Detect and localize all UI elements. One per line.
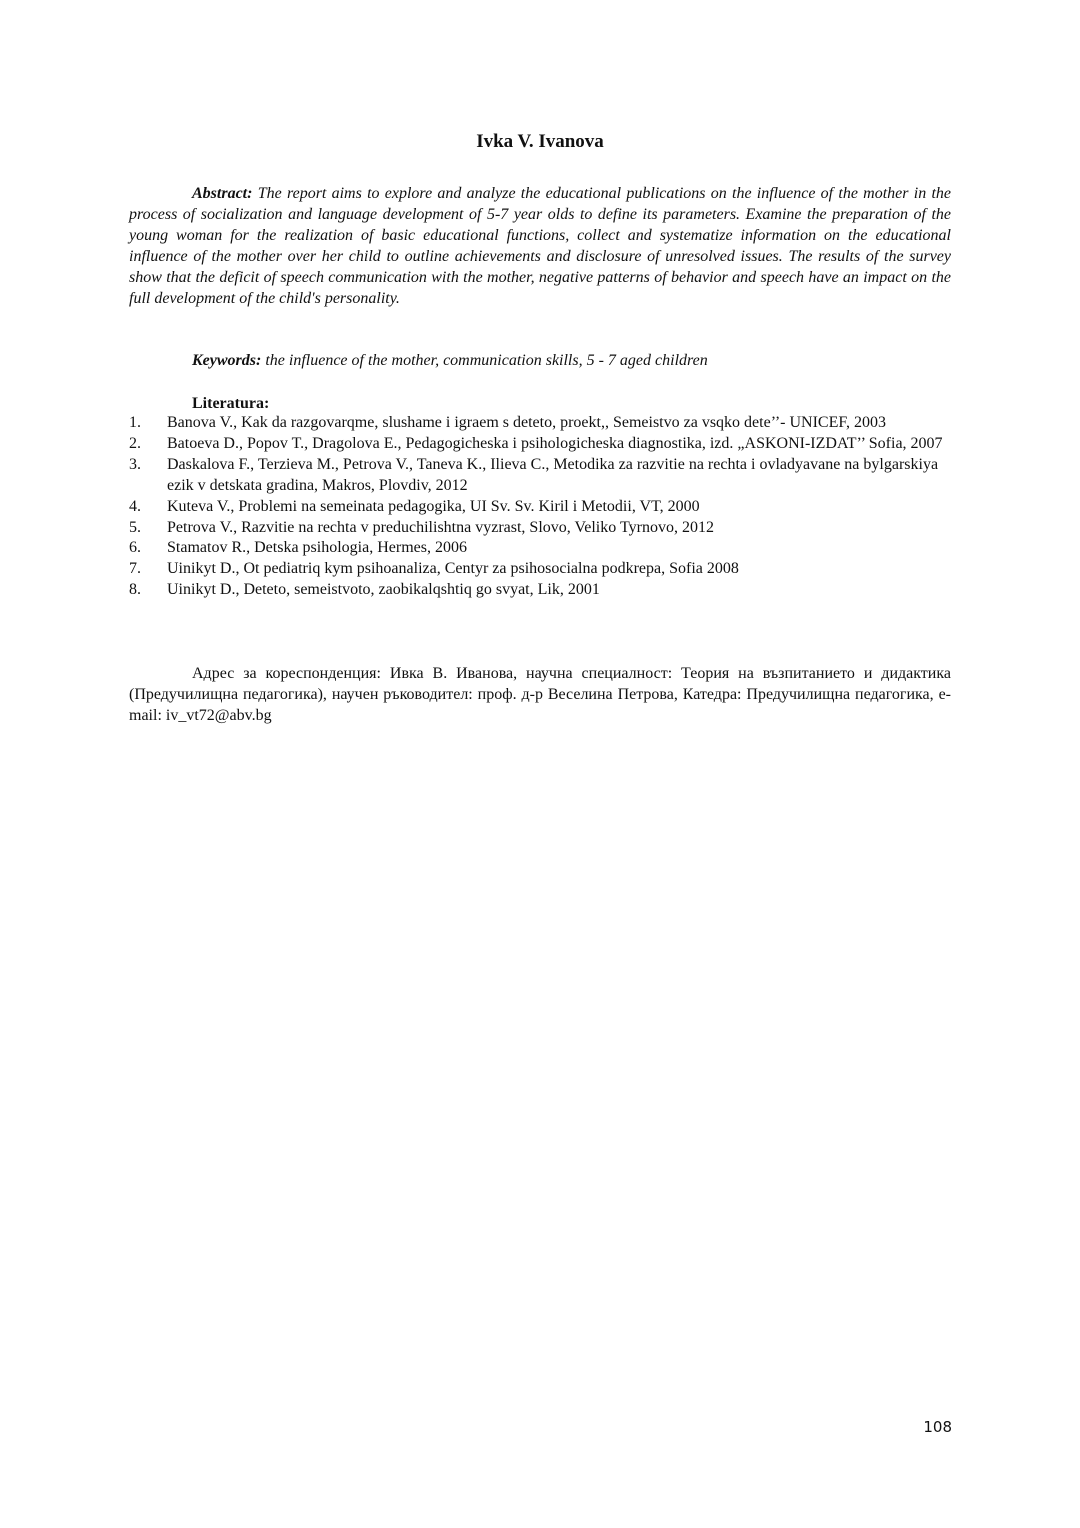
keywords-label: Keywords: bbox=[192, 352, 262, 369]
reference-item bbox=[129, 497, 951, 518]
reference-number: 4. bbox=[129, 497, 141, 515]
reference-text: Daskalova F., Terzieva M., Petrova V., Taneva K., Ilieva C., Metodika za razvitie na rechta i ovladyavane na bylgarskiya ezik v detskata gradina, Makros, Plovdiv, 2012 bbox=[167, 455, 939, 494]
keywords-text: the influence of the mother, communication skills, 5 - 7 aged children bbox=[261, 352, 708, 369]
author-name: Ivka V. Ivanova bbox=[476, 131, 604, 152]
reference-text: Batoeva D., Popov T., Dragolova E., Pedagogicheska i psihologicheska diagnostika, izd. „ASKONI-IZDAT’’ Sofia, 2007 bbox=[167, 434, 943, 452]
reference-item bbox=[129, 413, 951, 434]
reference-list bbox=[129, 413, 951, 601]
reference-text: Uinikyt D., Ot pediatriq kym psihoanaliza, Centyr za psihosocialna podkrepa, Sofia 2008 bbox=[167, 560, 739, 578]
literature-heading: Literatura: bbox=[192, 395, 270, 412]
reference-number: 3. bbox=[129, 455, 141, 473]
reference-number: 5. bbox=[129, 518, 141, 536]
reference-text: Stamatov R., Detska psihologia, Hermes, 2006 bbox=[167, 539, 467, 557]
reference-number: 6. bbox=[129, 539, 141, 557]
reference-item bbox=[129, 538, 951, 559]
reference-number: 8. bbox=[129, 581, 141, 599]
reference-item bbox=[129, 455, 951, 497]
reference-item bbox=[129, 518, 951, 539]
abstract-label: Abstract: bbox=[192, 185, 253, 202]
abstract-text: The report aims to explore and analyze the educational publications on the influence of the mother in the process of socialization and language development of 5-7 year olds to define its parameters. Examine the preparation of the young woman for the realization of basic educational functions, collect and systematize information on the educational influence of the mother over her child to outline achievements and disclosure of unresolved issues. The results of the survey show that the deficit of speech communication with the mother, negative patterns of behavior and speech have an impact on the full development of the child's personality. bbox=[129, 185, 951, 307]
keywords bbox=[192, 350, 952, 371]
reference-text: Uinikyt D., Deteto, semeistvoto, zaobikalqshtiq go svyat, Lik, 2001 bbox=[167, 581, 600, 599]
abstract bbox=[129, 183, 951, 309]
reference-number: 7. bbox=[129, 560, 141, 578]
reference-text: Kuteva V., Problemi na semeinata pedagogika, UI Sv. Sv. Kiril i Metodii, VT, 2000 bbox=[167, 497, 700, 515]
page-number: 108 bbox=[923, 1418, 952, 1436]
reference-number: 1. bbox=[129, 414, 141, 431]
reference-item bbox=[129, 434, 951, 455]
reference-item bbox=[129, 580, 951, 601]
reference-text: Petrova V., Razvitie na rechta v preduchilishtna vyzrast, Slovo, Veliko Tyrnovo, 2012 bbox=[167, 518, 714, 536]
correspondence-address: Адрес за кореспонденция: Ивка В. Иванова, научна специалност: Теория на възпитанието и дидактика (Предучилищна педагогика), научен ръководител: проф. д-р Веселина Петрова, Катедра: Предучилищна педагогика, e-mail: iv_vt72@abv.bg bbox=[129, 665, 951, 724]
reference-number: 2. bbox=[129, 434, 141, 452]
reference-text: Banova V., Kak da razgovarqme, slushame i igraem s deteto, proekt,, Semeistvo za vsqko dete’’- UNICEF, 2003 bbox=[167, 414, 886, 431]
reference-item bbox=[129, 559, 951, 580]
